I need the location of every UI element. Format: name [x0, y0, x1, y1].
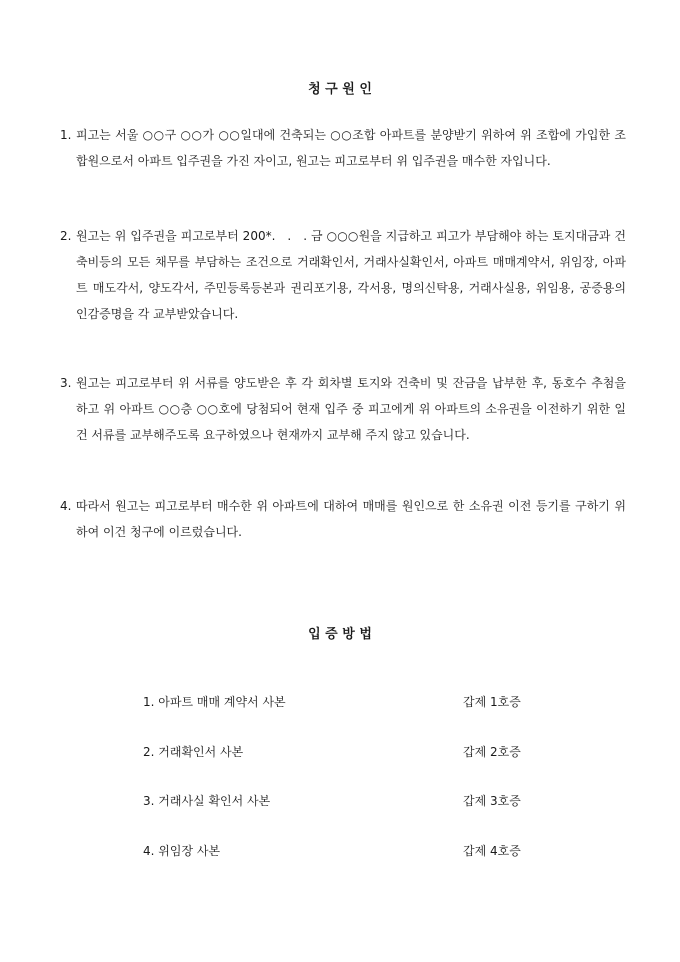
claim-paragraph-2	[60, 223, 630, 327]
paragraph-number: 3.	[60, 376, 72, 390]
paragraph-text: 원고는 위 입주권을 피고로부터 200*. . . 금 ○○○원을 지급하고 피고가 부담해야 하는 토지대금과 건축비등의 모든 채무를 부담하는 조건으로 거래확인서, 거래사실확인서, 아파트 매매계약서, 위임장, 아파트 매도각서, 양도각서, 주민등록등본과 권리포기용, 각서용, 명의신탁용, 거래사실용, 위임용, 공증용의 인감증명을 각 교부받았습니다.	[76, 229, 630, 321]
evidence-heading: 입 증 방 법	[308, 627, 372, 642]
claim-paragraph-1	[60, 122, 626, 174]
claim-paragraph-3	[60, 370, 626, 448]
evidence-name: 4. 위임장 사본	[143, 843, 221, 858]
evidence-code: 갑제 3호증	[463, 794, 521, 808]
paragraph-number: 1.	[60, 128, 72, 142]
evidence-code: 갑제 1호증	[463, 695, 521, 709]
evidence-item	[143, 693, 543, 743]
paragraph-text: 피고는 서울 ○○구 ○○가 ○○일대에 건축되는 ○○조합 아파트를 분양받기 위하여 위 조합에 가입한 조합원으로서 아파트 입주권을 가진 자이고, 원고는 피고로부터 위 입주권을 매수한 자입니다.	[76, 128, 626, 168]
evidence-item	[143, 792, 543, 842]
evidence-name: 2. 거래확인서 사본	[143, 744, 244, 759]
evidence-name: 1. 아파트 매매 계약서 사본	[143, 695, 286, 709]
evidence-name: 3. 거래사실 확인서 사본	[143, 794, 271, 808]
paragraph-number: 4.	[60, 499, 72, 513]
evidence-item	[143, 842, 543, 892]
paragraph-text: 원고는 피고로부터 위 서류를 양도받은 후 각 회차별 토지와 건축비 및 잔금을 납부한 후, 동호수 추첨을 하고 위 아파트 ○○층 ○○호에 당첨되어 현재 입주 중 피고에게 위 아파트의 소유권을 이전하기 위한 일건 서류를 교부해주도록 요구하였으나 현재까지 교부해 주지 않고 있습니다.	[76, 376, 626, 442]
claim-cause-heading: 청 구 원 인	[308, 82, 372, 97]
paragraph-text: 따라서 원고는 피고로부터 매수한 위 아파트에 대하여 매매를 원인으로 한 소유권 이전 등기를 구하기 위하여 이건 청구에 이르렀습니다.	[76, 499, 626, 539]
evidence-item	[143, 743, 543, 793]
evidence-code: 갑제 2호증	[463, 744, 521, 759]
paragraph-number: 2.	[60, 229, 72, 243]
evidence-list	[143, 693, 543, 891]
evidence-code: 갑제 4호증	[463, 843, 521, 858]
claim-paragraph-4	[60, 493, 626, 545]
